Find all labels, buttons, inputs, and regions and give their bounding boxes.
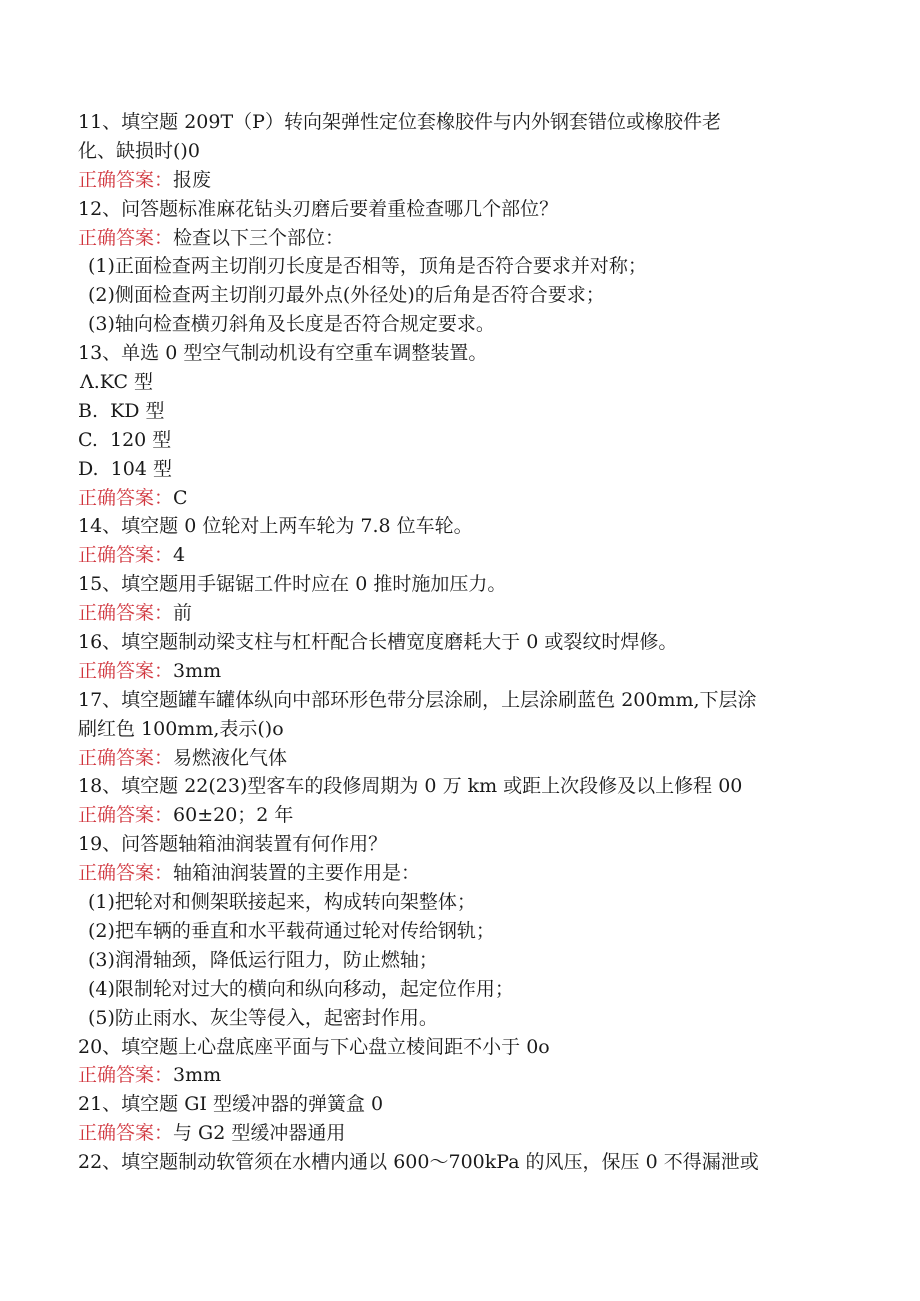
question-13: 13、单选 0 型空气制动机设有空重车调整装置。 [78,342,488,365]
answer-text: 3mm [173,1064,222,1087]
answer-text: 轴箱油润装置的主要作用是： [173,862,421,885]
answer-20 [78,1061,838,1090]
answer-label: 正确答案： [78,862,174,885]
answer-label: 正确答案： [78,226,174,249]
answer-12-item-2: (2)侧面检查两主切削刃最外点(外径处)的后角是否符合要求； [88,284,605,307]
answer-text: C [173,486,188,509]
question-17-line-1: 17、填空题罐车罐体纵向中部环形色带分层涂刷，上层涂刷蓝色 200mm,下层涂 [78,688,757,711]
question-19: 19、问答题轴箱油润装置有何作用？ [78,833,388,856]
answer-17 [78,744,838,773]
answer-19-item-5: (5)防止雨水、灰尘等侵入，起密封作用。 [88,1006,438,1029]
answer-text: 报废 [173,168,212,191]
answer-label: 正确答案： [78,1122,174,1145]
answer-text: 3mm [173,659,222,682]
answer-19 [78,859,838,888]
option-b: B. KD 型 [78,399,165,422]
document-page [78,108,838,1177]
question-18: 18、填空题 22(23)型客车的段修周期为 0 万 km 或距上次段修及以上修程 00 [78,775,743,798]
answer-label: 正确答案： [78,602,174,625]
question-14: 14、填空题 0 位轮对上两车轮为 7.8 位车轮。 [78,515,473,538]
question-16: 16、填空题制动梁支柱与杠杆配合长槽宽度磨耗大于 0 或裂纹时焊修。 [78,631,678,654]
option-d: D. 104 型 [78,457,172,480]
answer-12-item-1: (1)正面检查两主切削刃长度是否相等，顶角是否符合要求并对称； [88,255,647,278]
answer-19-item-1: (1)把轮对和侧架联接起来，构成转向架整体； [88,891,476,914]
answer-19-item-3: (3)润滑轴颈，降低运行阻力，防止燃轴； [88,948,438,971]
answer-21 [78,1119,838,1148]
question-20: 20、填空题上心盘底座平面与下心盘立棱间距不小于 0o [78,1035,550,1058]
answer-16 [78,657,838,686]
answer-label: 正确答案： [78,804,174,827]
answer-19-item-2: (2)把车辆的垂直和水平载荷通过轮对传给钢轨； [88,919,495,942]
answer-label: 正确答案： [78,1064,174,1087]
question-17-line-2: 刷红色 100mm,表示()o [78,717,284,740]
answer-text: 易燃液化气体 [173,746,288,769]
answer-text: 4 [173,544,186,567]
answer-11 [78,166,838,195]
answer-18 [78,801,838,830]
question-11-line-1: 11、填空题 209T（P）转向架弹性定位套橡胶件与内外钢套错位或橡胶件老 [78,111,721,133]
answer-text: 60±20；2 年 [173,804,294,827]
question-21: 21、填空题 GI 型缓冲器的弹簧盒 0 [78,1093,384,1116]
answer-12-item-3: (3)轴向检查横刃斜角及长度是否符合规定要求。 [88,313,495,336]
question-15: 15、填空题用手锯锯工件时应在 0 推时施加压力。 [78,573,507,596]
answer-label: 正确答案： [78,659,174,682]
answer-12 [78,224,838,253]
answer-14 [78,541,838,570]
answer-15 [78,599,838,628]
option-c: C. 120 型 [78,428,172,451]
answer-label: 正确答案： [78,544,174,567]
answer-text: 与 G2 型缓冲器通用 [173,1122,346,1145]
answer-13 [78,484,838,513]
answer-19-item-4: (4)限制轮对过大的横向和纵向移动，起定位作用； [88,977,514,1000]
answer-label: 正确答案： [78,746,174,769]
answer-label: 正确答案： [78,486,174,509]
question-22: 22、填空题制动软管须在水槽内通以 600～700kPa 的风压，保压 0 不得漏泄或 [78,1151,759,1174]
answer-text: 检查以下三个部位： [173,226,345,249]
option-a: Λ.KC 型 [80,371,154,394]
answer-label: 正确答案： [78,168,174,191]
question-12: 12、问答题标准麻花钻头刃磨后要着重检查哪几个部位？ [78,197,559,220]
question-11-line-2: 化、缺损时()0 [78,139,200,162]
answer-text: 前 [173,602,193,625]
